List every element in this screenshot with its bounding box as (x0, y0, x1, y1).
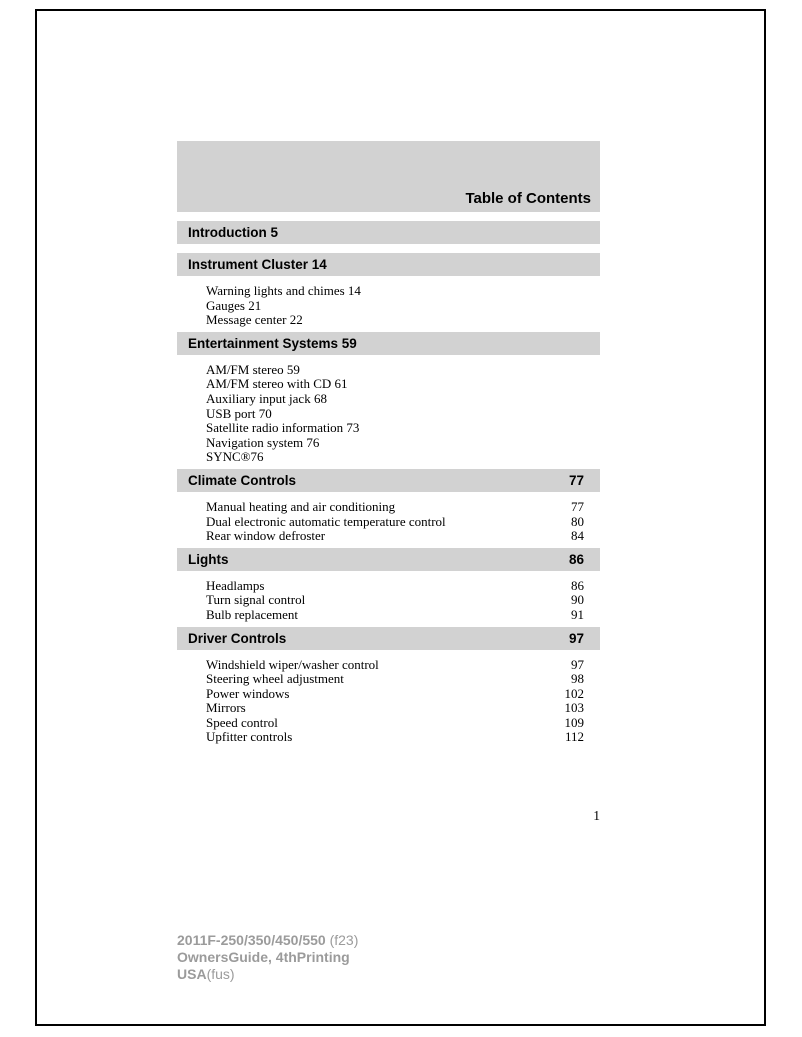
toc-entry-page: 86 (571, 577, 584, 593)
section-heading-instrument-cluster (177, 253, 600, 276)
section-heading-introduction (177, 221, 600, 244)
toc-entry (206, 658, 600, 673)
toc-entry-page: 84 (571, 528, 584, 544)
toc-entry (206, 672, 600, 687)
section-page-number: 86 (568, 551, 584, 567)
toc-entry-label: Windshield wiper/washer control (206, 656, 379, 672)
toc-entry (206, 716, 600, 731)
toc-entry-page: 109 (564, 714, 584, 730)
section-title: Instrument Cluster 14 (188, 257, 327, 272)
toc-entry-label: Turn signal control (206, 592, 306, 608)
toc-entry: Gauges 21 (206, 297, 262, 313)
toc-entry-page: 103 (564, 700, 584, 716)
toc-entry (206, 730, 600, 745)
toc-entry: AM/FM stereo with CD 61 (206, 376, 348, 392)
toc-entry: Warning lights and chimes 14 (206, 283, 361, 298)
footer-line-guide: OwnersGuide, 4thPrinting (177, 949, 350, 965)
toc-entry (206, 593, 600, 608)
toc-entry-page: 97 (571, 656, 584, 672)
section-heading-driver-controls (177, 627, 600, 650)
toc-entry: AM/FM stereo 59 (206, 361, 300, 377)
toc-entry-label: Dual electronic automatic temperature control (206, 513, 446, 529)
section-title: Entertainment Systems 59 (188, 335, 357, 351)
toc-header (177, 141, 600, 212)
section-page-number: 77 (568, 472, 584, 488)
toc-entry-label: Bulb replacement (206, 606, 299, 622)
toc-entry: Navigation system 76 (206, 434, 320, 450)
page-title: Table of Contents (465, 190, 591, 207)
footer-model-code: 2011F-250/350/450/550 (177, 932, 326, 948)
section-items-climate-controls (206, 500, 600, 544)
toc-entry: SYNC®76 (206, 449, 264, 465)
section-page-number: 97 (568, 630, 584, 646)
toc-content (177, 141, 600, 824)
toc-entry-label: Upfitter controls (206, 729, 293, 745)
section-items-instrument-cluster (206, 284, 600, 328)
footer-model-suffix: (f23) (325, 932, 359, 948)
page-border (35, 9, 766, 1026)
toc-entry-label: Steering wheel adjustment (206, 671, 344, 687)
page-number: 1 (593, 808, 600, 824)
footer (177, 932, 358, 983)
section-items-entertainment-systems (206, 363, 600, 465)
toc-entry: USB port 70 (206, 405, 272, 421)
toc-entry (206, 529, 600, 544)
toc-entry-page: 90 (571, 592, 584, 608)
section-title: Lights (188, 551, 229, 567)
toc-entry-label: Rear window defroster (206, 528, 326, 544)
toc-entry (206, 608, 600, 623)
toc-entry-page: 98 (571, 671, 584, 687)
toc-entry-page: 80 (571, 513, 584, 529)
section-title: Introduction 5 (188, 225, 278, 240)
footer-line-model (177, 932, 358, 949)
toc-entry (206, 687, 600, 702)
section-title: Driver Controls (188, 630, 287, 646)
toc-entry: Message center 22 (206, 312, 303, 328)
toc-entry: Auxiliary input jack 68 (206, 390, 327, 406)
footer-region-suffix: (fus) (206, 966, 235, 982)
footer-line-region (177, 966, 358, 983)
footer-region-code: USA (177, 966, 207, 982)
toc-entry-page: 77 (571, 498, 584, 514)
toc-entry-label: Power windows (206, 685, 290, 701)
section-heading-entertainment-systems (177, 332, 600, 355)
toc-entry (206, 500, 600, 515)
section-heading-lights (177, 548, 600, 571)
section-items-driver-controls (206, 658, 600, 746)
toc-entry (206, 579, 600, 594)
section-items-lights (206, 579, 600, 623)
toc-entry-page: 102 (564, 685, 584, 701)
toc-entry-label: Mirrors (206, 700, 246, 716)
toc-entry (206, 515, 600, 530)
toc-entry-label: Speed control (206, 714, 278, 730)
section-heading-climate-controls (177, 469, 600, 492)
toc-entry-page: 112 (564, 729, 584, 745)
section-title: Climate Controls (188, 472, 297, 488)
toc-entry: Satellite radio information 73 (206, 420, 360, 436)
toc-entry (206, 701, 600, 716)
toc-entry-label: Headlamps (206, 577, 265, 593)
toc-entry-page: 91 (571, 606, 584, 622)
toc-entry-label: Manual heating and air conditioning (206, 498, 396, 514)
